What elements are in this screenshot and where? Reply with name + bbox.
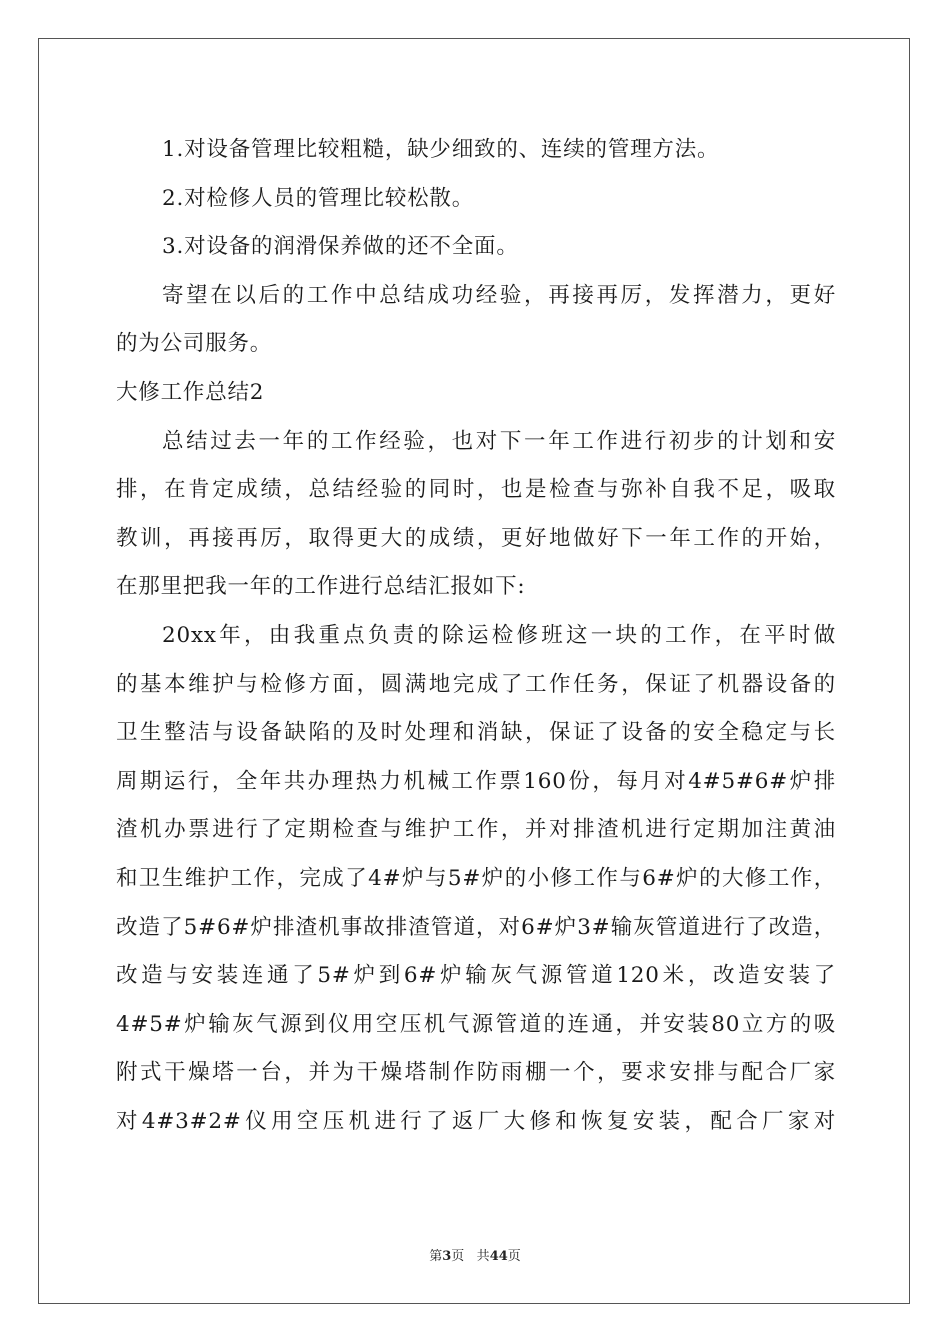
page-number-prefix: 第 (429, 1249, 443, 1264)
paragraph-line: 3.对设备的润滑保养做的还不全面。 (162, 234, 519, 260)
paragraph-line: 排，在肯定成绩，总结经验的同时，也是检查与弥补自我不足，吸取 (116, 477, 836, 503)
page-total-prefix: 共 (476, 1249, 490, 1264)
paragraph-line: 卫生整洁与设备缺陷的及时处理和消缺，保证了设备的安全稳定与长 (116, 720, 836, 746)
page-number-suffix: 页 (451, 1249, 465, 1264)
paragraph-line: 周期运行，全年共办理热力机械工作票160份，每月对4#5#6#炉排 (116, 768, 836, 794)
paragraph-line: 教训，再接再厉，取得更大的成绩，更好地做好下一年工作的开始， (116, 525, 836, 551)
document-body (116, 126, 836, 1146)
page-number: 3 (442, 1249, 452, 1264)
paragraph-line: 对4#3#2#仪用空压机进行了返厂大修和恢复安装，配合厂家对 (116, 1108, 836, 1134)
paragraph-line: 4#5#炉输灰气源到仪用空压机气源管道的连通，并安装80立方的吸 (116, 1011, 836, 1037)
paragraph-line: 和卫生维护工作，完成了4#炉与5#炉的小修工作与6#炉的大修工作， (116, 865, 836, 891)
paragraph-line: 2.对检修人员的管理比较松散。 (162, 185, 475, 211)
paragraph-line: 的基本维护与检修方面，圆满地完成了工作任务，保证了机器设备的 (116, 671, 836, 697)
paragraph-line: 改造了5#6#炉排渣机事故排渣管道，对6#炉3#输灰管道进行了改造， (116, 914, 836, 940)
paragraph-line: 附式干燥塔一台，并为干燥塔制作防雨棚一个，要求安排与配合厂家 (116, 1060, 836, 1086)
paragraph-line: 的为公司服务。 (116, 331, 273, 357)
paragraph-line: 在那里把我一年的工作进行总结汇报如下: (116, 574, 526, 600)
page-total-suffix: 页 (507, 1249, 521, 1264)
paragraph-line: 寄望在以后的工作中总结成功经验，再接再厉，发挥潜力，更好 (162, 282, 836, 308)
paragraph-line: 渣机办票进行了定期检查与维护工作，并对排渣机进行定期加注黄油 (116, 817, 836, 843)
page-total: 44 (489, 1249, 508, 1264)
paragraph-line: 总结过去一年的工作经验，也对下一年工作进行初步的计划和安 (162, 428, 836, 454)
section-heading: 大修工作总结2 (116, 379, 265, 405)
paragraph-line: 20xx年，由我重点负责的除运检修班这一块的工作，在平时做 (162, 622, 836, 648)
page-footer (0, 1245, 950, 1264)
paragraph-line: 改造与安装连通了5#炉到6#炉输灰气源管道120米，改造安装了 (116, 963, 836, 989)
paragraph-line: 1.对设备管理比较粗糙，缺少细致的、连续的管理方法。 (162, 137, 720, 162)
